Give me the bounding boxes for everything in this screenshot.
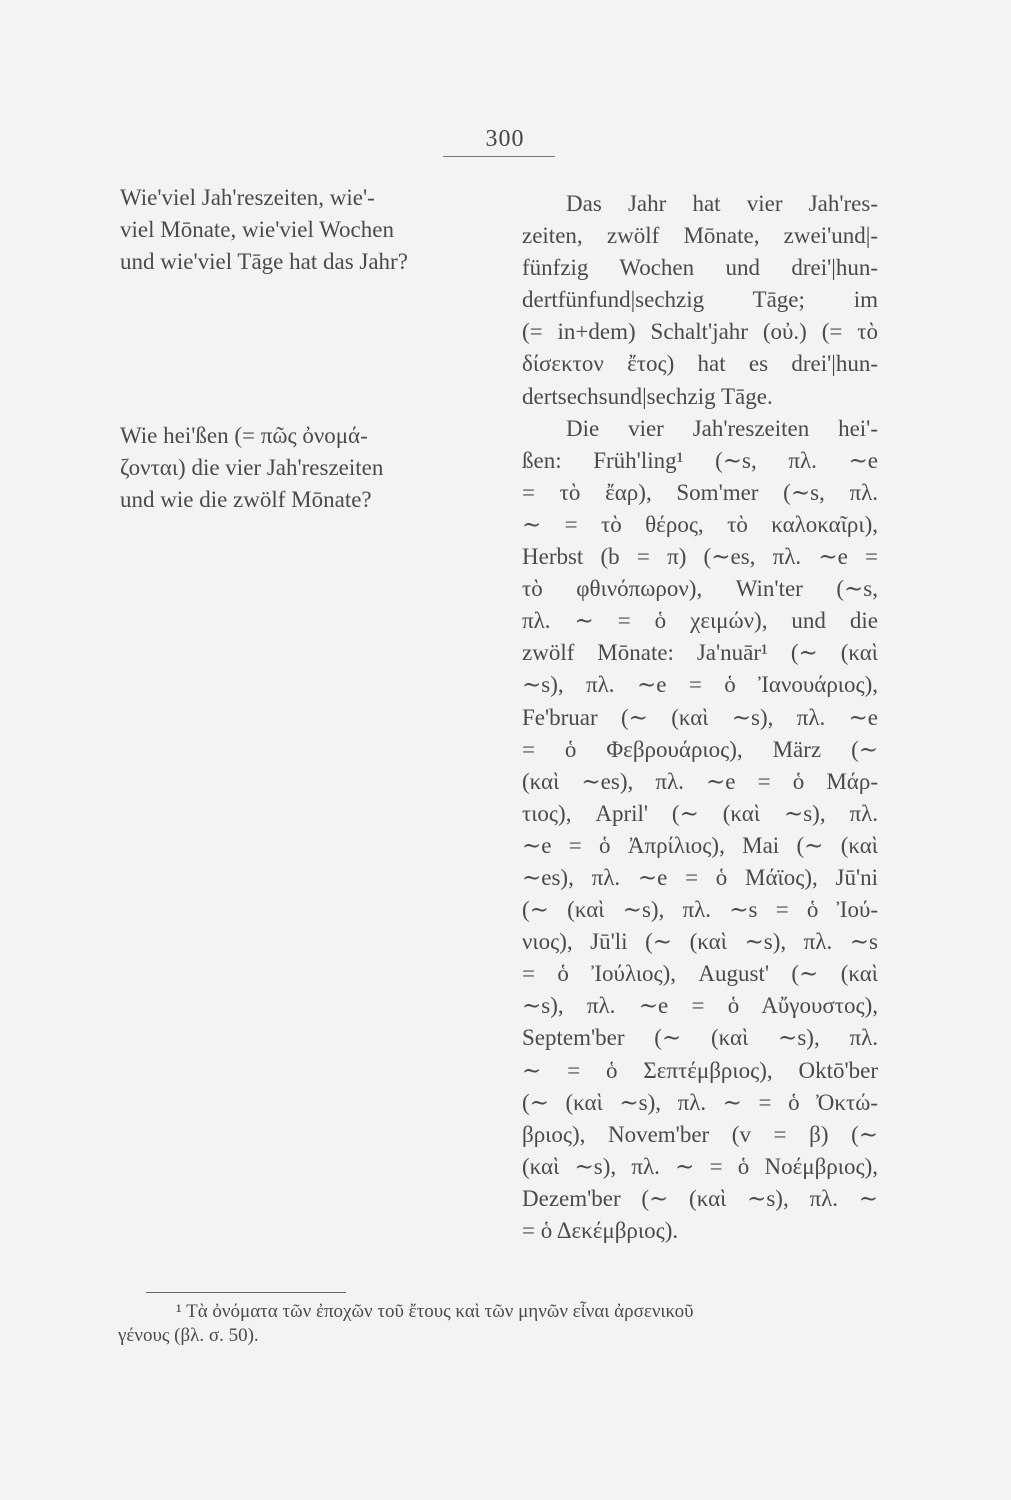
header-rule — [443, 156, 555, 157]
question-line: viel Mōnate, wie'viel Wochen — [120, 217, 394, 242]
answer-line: (καὶ ∼es), πλ. ∼e = ὁ Μάρ- — [522, 768, 878, 794]
answer-line: = ὁ Δεκέμβριος). — [522, 1218, 679, 1243]
answer-line: Septem'ber (∼ (καὶ ∼s), πλ. — [522, 1025, 878, 1051]
answer-line: ∼es), πλ. ∼e = ὁ Μάϊος), Jū'ni — [522, 864, 878, 890]
answer-line: (= in+dem) Schalt'jahr (οὐ.) (= τὸ — [522, 319, 878, 345]
answer-line: zwölf Mōnate: Ja'nuār¹ (∼ (καὶ — [522, 640, 878, 666]
question-line: und wie die zwölf Mōnate? — [120, 487, 372, 512]
footnote — [118, 1300, 888, 1348]
footnote-line: ¹ Τὰ ὀνόματα τῶν ἐποχῶν τοῦ ἔτους καὶ τῶν μηνῶν εἶναι ἀρσενικοῦ — [176, 1301, 694, 1322]
answer-line: τὸ φθινόπωρον), Win'ter (∼s, — [522, 576, 878, 602]
answer-line: ∼ = ὁ Σεπτέμβριος), Oktō'ber — [522, 1057, 878, 1083]
answer-line: Die vier Jah'reszeiten hei'- — [566, 415, 878, 441]
footnote-rule — [146, 1292, 346, 1293]
question-line: und wie'viel Tāge hat das Jahr? — [120, 249, 408, 274]
answer-line: dertfünfund|sechzig Tāge; im — [522, 287, 878, 313]
answer-line: dertsechsund|sechzig Tāge. — [522, 383, 773, 409]
answer-line: (καὶ ∼s), πλ. ∼ = ὁ Νοέμβριος), — [522, 1153, 878, 1179]
answer-line: ∼ = τὸ θέρος, τὸ καλοκαῖρι), — [522, 511, 878, 537]
answer-line: = ὁ Ἰούλιος), August' (∼ (καὶ — [522, 961, 878, 987]
answer-line: δίσεκτον ἔτος) hat es drei'|hun- — [522, 351, 878, 377]
answer-line: ßen: Früh'ling¹ (∼s, πλ. ∼e — [522, 447, 878, 473]
page-number: 300 — [485, 126, 525, 152]
answer-line: Fe'bruar (∼ (καὶ ∼s), πλ. ∼e — [522, 704, 878, 730]
answer-line: ∼s), πλ. ∼e = ὁ Ἰανουάριος), — [522, 672, 878, 698]
answer-line: Herbst (b = π) (∼es, πλ. ∼e = — [522, 544, 878, 570]
question-line: Wie'viel Jah'reszeiten, wie'- — [120, 185, 375, 210]
answer-line: = τὸ ἔαρ), Som'mer (∼s, πλ. — [522, 479, 878, 505]
answer-line: ∼s), πλ. ∼e = ὁ Αὔγουστος), — [522, 993, 878, 1019]
footnote-line: γένους (βλ. σ. 50). — [118, 1325, 259, 1346]
question-line: Wie hei'ßen (= πῶς ὀνομά- — [120, 423, 368, 448]
answer-column — [522, 188, 878, 1247]
answer-line: Dezem'ber (∼ (καὶ ∼s), πλ. ∼ — [522, 1185, 878, 1211]
answer-line: νιος), Jū'li (∼ (καὶ ∼s), πλ. ∼s — [522, 929, 878, 955]
answer-line: ∼e = ὁ Ἀπρίλιος), Mai (∼ (καὶ — [522, 832, 878, 858]
answer-line: (∼ (καὶ ∼s), πλ. ∼ = ὁ Ὀκτώ- — [522, 1089, 878, 1115]
answer-line: τιος), April' (∼ (καὶ ∼s), πλ. — [522, 800, 878, 826]
question-line: ζονται) die vier Jah'reszeiten — [120, 455, 384, 480]
answer-line: πλ. ∼ = ὁ χειμών), und die — [522, 608, 878, 634]
answer-line: (∼ (καὶ ∼s), πλ. ∼s = ὁ Ἰού- — [522, 897, 878, 923]
answer-line: = ὁ Φεβρουάριος), März (∼ — [522, 736, 878, 762]
question-block — [120, 182, 485, 278]
answer-line: fünfzig Wochen und drei'|hun- — [522, 255, 878, 281]
answer-line: βριος), Novem'ber (v = β) (∼ — [522, 1121, 878, 1147]
answer-line: zeiten, zwölf Mōnate, zwei'und|- — [522, 223, 878, 249]
answer-line: Das Jahr hat vier Jah'res- — [566, 191, 878, 216]
question-block — [120, 420, 485, 516]
